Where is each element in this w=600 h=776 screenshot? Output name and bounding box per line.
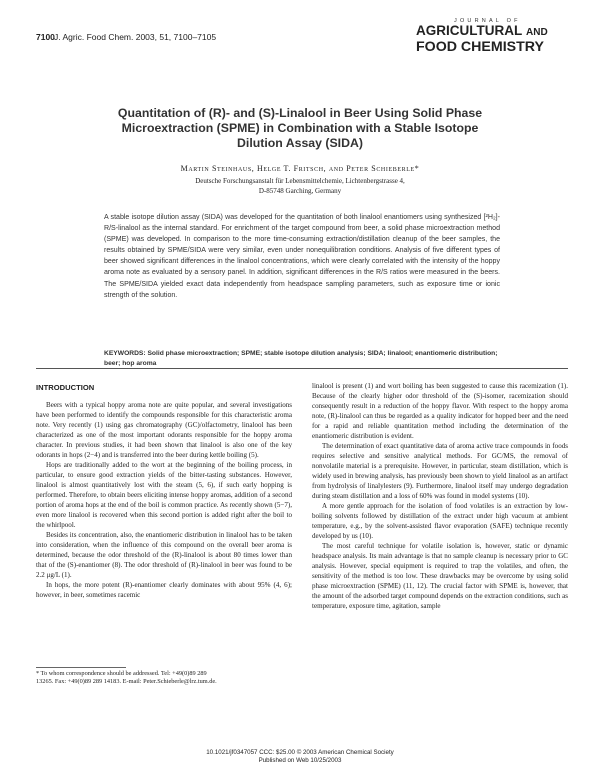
journal-citation: J. Agric. Food Chem. 2003, 51, 7100–7105	[54, 32, 217, 42]
paragraph: Hops are traditionally added to the wort at the beginning of the boiling process, in particular, to ensure good extraction yields of the bitter-tasting substances. However, linalool is almost quantitatively lost with the steam (5, 6), if such early hopping is performed. Therefore, to obtain beers eliciting intense hoppy aromas, addition of a second portion of aroma hops at the end of the boil is common practice. As recently shown (5−7), even more linalool is recovered when this second portion is added right after the boil to the whirlpool.	[36, 461, 292, 530]
title-line-2: Microextraction (SPME) in Combination with a Stable Isotope	[121, 121, 479, 135]
logo-line1-word: AGRICULTURAL	[416, 23, 523, 38]
article-title	[60, 106, 540, 151]
keywords: KEYWORDS: Solid phase microextraction; SPME; stable isotope dilution analysis; SIDA; linalool; enantiomeric distribution; beer; hop aroma	[104, 350, 498, 367]
logo-line1-and: AND	[526, 27, 548, 38]
paragraph: In hops, the more potent (R)-enantiomer clearly dominates with about 95% (4, 6); however, in beer, sometimes racemic	[36, 581, 292, 600]
footnote-divider	[36, 667, 126, 668]
section-title: INTRODUCTION	[36, 383, 95, 392]
footnote	[36, 670, 292, 687]
logo-line2: FOOD CHEMISTRY	[416, 39, 544, 55]
published-line: Published on Web 10/25/2003	[258, 757, 342, 764]
paragraph: The determination of exact quantitative data of aroma active trace compounds in foods requires selective and sensitive analytical methods. For GC/MS, the removal of nonvolatile material is a prerequisite. However, in particular, steam distillation, which is widely used in brewing analysis, has previously been shown to yield linalool as an artifact from hydrolysis of linalylesters (9). Furthermore, linalool itself may undergo degradation during steam distillation and a loss of 60% was found in model systems (10).	[312, 442, 568, 501]
paragraph: A more gentle approach for the isolation of food volatiles is an extraction by low-boiling solvents followed by distillation of the extract under high vacuum at ambient temperature, e.g., by the solvent-assisted flavor evaporation (SAFE) technique recently developed by us (10).	[312, 502, 568, 541]
affiliation	[60, 176, 540, 196]
page-footer	[0, 749, 600, 765]
footnote-line-1: * To whom correspondence should be addressed. Tel: +49(0)89 289	[36, 670, 207, 677]
logo-line-top: JOURNAL OF	[454, 18, 521, 24]
left-column	[36, 383, 292, 600]
journal-logo	[416, 18, 566, 54]
title-line-3: Dilution Assay (SIDA)	[237, 136, 363, 150]
right-column	[312, 381, 568, 611]
page-number: 7100	[36, 32, 55, 42]
logo-line1	[416, 24, 566, 40]
footnote-line-2: 13265. Fax: +49(0)89 289 14183. E-mail: Peter.Schieberle@lrz.tum.de.	[36, 678, 217, 686]
affiliation-line-1: Deutsche Forschungsanstalt für Lebensmittelchemie, Lichtenbergstrasse 4,	[195, 177, 405, 185]
section-divider	[36, 368, 568, 369]
paragraph: The most careful technique for volatile isolation is, however, static or dynamic headspace analysis. Its main advantage is that no sample cleanup is necessary prior to GC analysis. However, special equipment is required to trap the volatiles, and often, the sensitivity of the method is too low. These drawbacks may be overcome by using solid phase microextraction (SPME) (11, 12). The crucial factor with SPME is, however, that the amount of the adsorbed target compound depends on the extraction conditions, such as temperature, exposure time, agitation, sample	[312, 542, 568, 611]
affiliation-line-2: D-85748 Garching, Germany	[258, 187, 342, 195]
abstract: A stable isotope dilution assay (SIDA) was developed for the quantitation of both linalool enantiomers using synthesized [²H₂]-R/S-linalool as the internal standard. For enrichment of the target compound from beer, a solid phase microextraction method (SPME) was developed. In comparison to the more time-consuming extraction/distillation cleanup of the beer samples, the results obtained by SPME/SIDA were very similar, even under nonequilibration conditions. Analysis of five different types of beer showed significant differences in the linalool concentrations, which were clearly correlated with the intensity of the hoppy aroma note as evaluated by a sensory panel. In addition, significant differences in the R/S ratios were measured in the beers. The SPME/SIDA yielded exact data independently from headspace sampling parameters, such as exposure time or ionic strength of the solution.	[104, 214, 500, 299]
doi-line: 10.1021/jf0347057 CCC: $25.00 © 2003 American Chemical Society	[206, 749, 394, 756]
paragraph: linalool is present (1) and wort boiling has been suggested to cause this racemization (1). Because of the clearly higher odor threshold of the (S)-isomer, racemization should consequently result in a reduction of the hoppy flavor. With respect to the hoppy aroma note, (R)-linalool can thus be regarded as a quality indicator for hopped beer and the need for a rapid and reliable quantitation method including the determination of the enantiomeric distribution is evident.	[312, 382, 568, 441]
title-line-1: Quantitation of (R)- and (S)-Linalool in Beer Using Solid Phase	[117, 106, 483, 120]
authors: Martin Steinhaus, Helge T. Fritsch, and Peter Schieberle*	[180, 164, 420, 173]
paragraph: Beers with a typical hoppy aroma note are quite popular, and several investigations have been performed to identify the compounds responsible for this characteristic aroma note. Very recently (1) using gas chromatography (GC)/olfactometry, linalool has been characterized as one of the most important odorants responsible for the hoppy aroma character. In previous studies, it had been shown that linalool is also one of the key odorants in hops (2−4) and is transferred into the beer during kettle boiling (5).	[36, 401, 292, 460]
paragraph: Besides its concentration, also, the enantiomeric distribution in linalool has to be taken into consideration, when the influence of this compound on the overall beer aroma is determined, because the odor threshold of the (R)-linalool is about 80 times lower than that of the (S)-enantiomer (8). The odor threshold of (R)-linalool in beer was found to be 2.2 μg/L (1).	[36, 531, 292, 580]
